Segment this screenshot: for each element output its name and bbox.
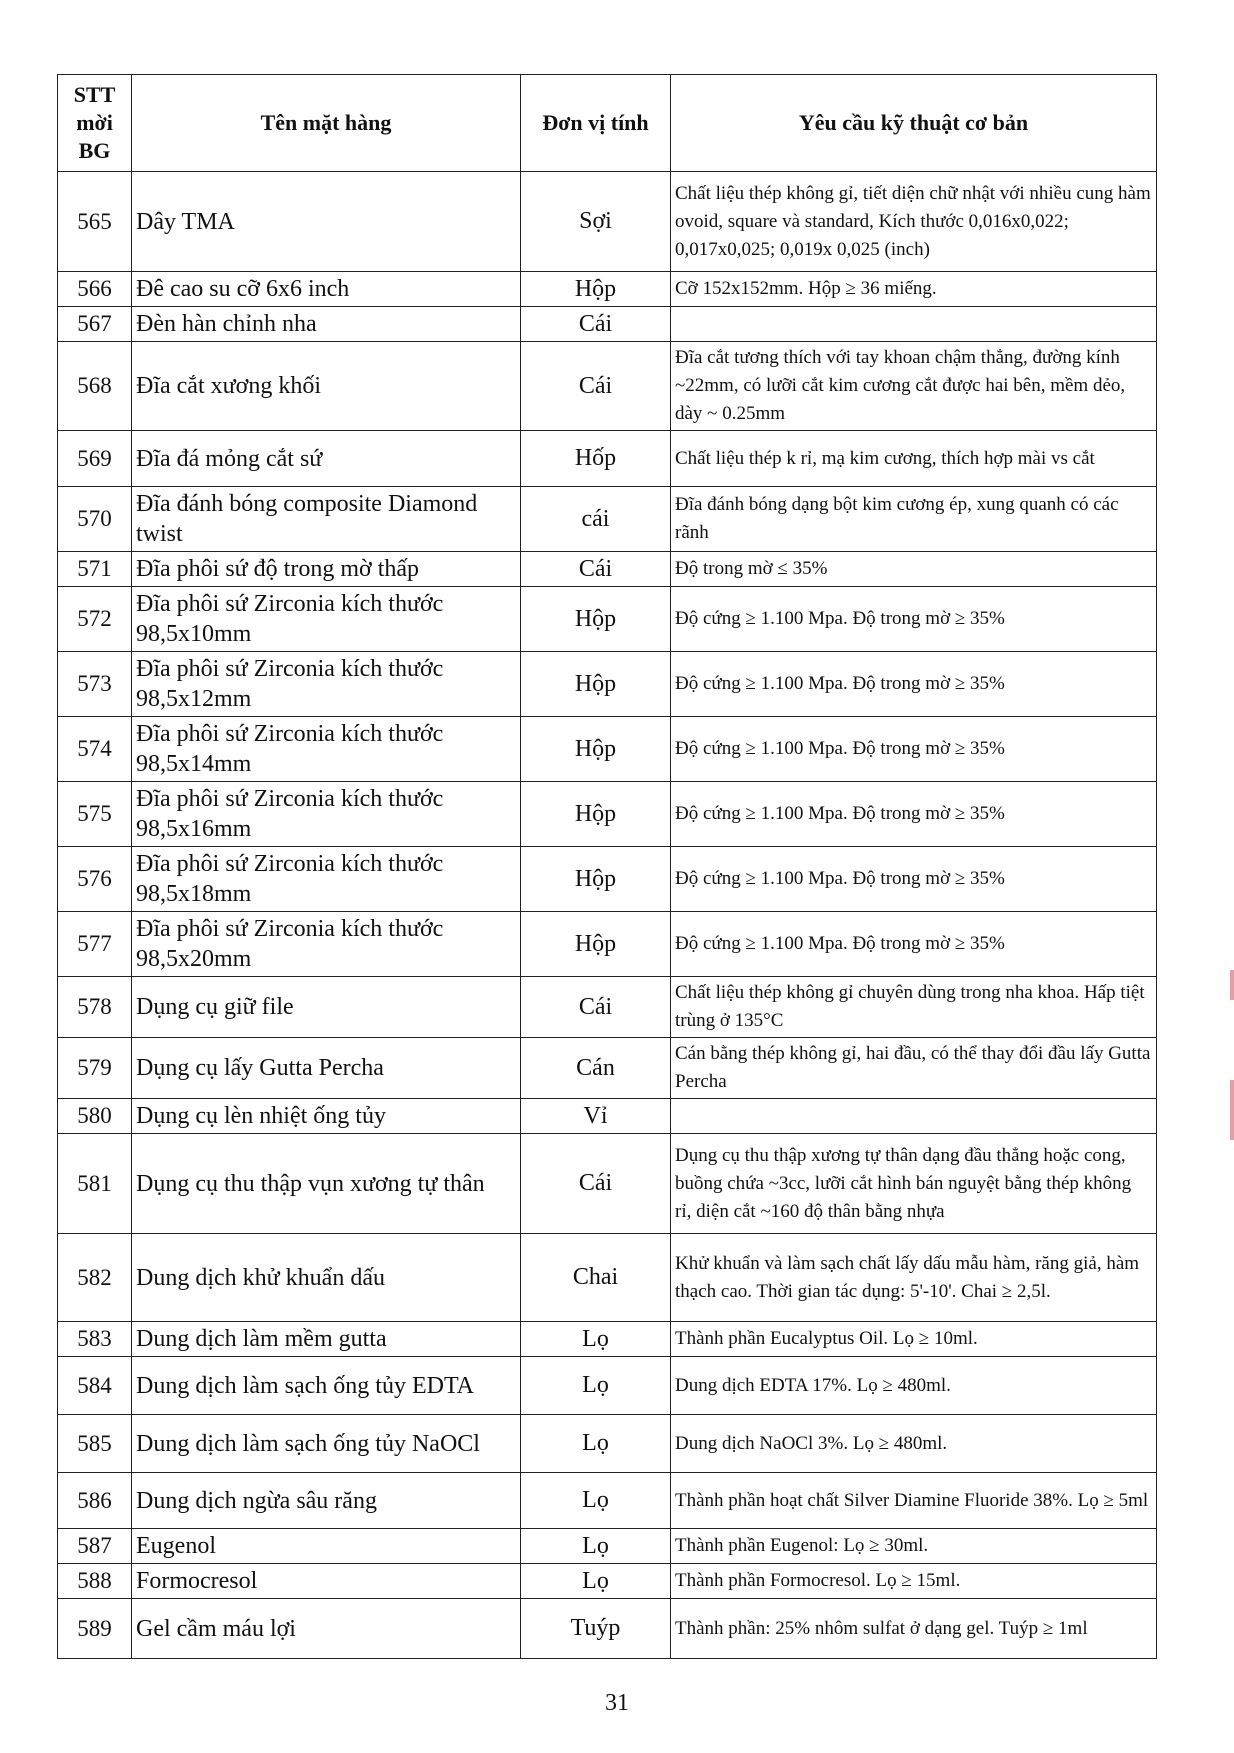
- row-unit: Hốp: [521, 431, 671, 487]
- row-unit: Chai: [521, 1234, 671, 1322]
- row-name: Eugenol: [132, 1529, 521, 1564]
- scan-edge-mark: [1230, 970, 1234, 1000]
- row-name: Dung dịch làm sạch ống tủy EDTA: [132, 1357, 521, 1415]
- row-spec: Thành phần Eugenol: Lọ ≥ 30ml.: [671, 1529, 1157, 1564]
- row-stt: 589: [58, 1599, 132, 1659]
- row-spec: Thành phần Formocresol. Lọ ≥ 15ml.: [671, 1564, 1157, 1599]
- table-row: [58, 272, 1157, 307]
- row-unit: Cái: [521, 552, 671, 587]
- row-spec: [671, 1099, 1157, 1134]
- table-row: [58, 1564, 1157, 1599]
- row-name: Dụng cụ giữ file: [132, 977, 521, 1038]
- row-stt: 578: [58, 977, 132, 1038]
- row-name: Đĩa phôi sứ Zirconia kích thước 98,5x20mm: [132, 912, 521, 977]
- row-stt: 580: [58, 1099, 132, 1134]
- row-stt: 588: [58, 1564, 132, 1599]
- header-name: Tên mặt hàng: [132, 75, 521, 172]
- row-unit: Vỉ: [521, 1099, 671, 1134]
- row-stt: 577: [58, 912, 132, 977]
- row-unit: Cái: [521, 342, 671, 431]
- table-row: [58, 1529, 1157, 1564]
- table-row: [58, 1599, 1157, 1659]
- table-row: [58, 1038, 1157, 1099]
- row-spec: Dung dịch NaOCl 3%. Lọ ≥ 480ml.: [671, 1415, 1157, 1473]
- row-unit: Lọ: [521, 1564, 671, 1599]
- row-spec: Độ cứng ≥ 1.100 Mpa. Độ trong mờ ≥ 35%: [671, 912, 1157, 977]
- row-name: Dung dịch làm sạch ống tủy NaOCl: [132, 1415, 521, 1473]
- row-spec: Chất liệu thép không gỉ chuyên dùng trong nha khoa. Hấp tiệt trùng ở 135°C: [671, 977, 1157, 1038]
- row-name: Formocresol: [132, 1564, 521, 1599]
- table-header-row: [58, 75, 1157, 172]
- row-unit: Lọ: [521, 1322, 671, 1357]
- table-row: [58, 977, 1157, 1038]
- row-stt: 582: [58, 1234, 132, 1322]
- row-stt: 584: [58, 1357, 132, 1415]
- row-spec: Khử khuẩn và làm sạch chất lấy dấu mẫu hàm, răng giả, hàm thạch cao. Thời gian tác dụng: 5'-10'. Chai ≥ 2,5l.: [671, 1234, 1157, 1322]
- row-stt: 583: [58, 1322, 132, 1357]
- row-name: Gel cầm máu lợi: [132, 1599, 521, 1659]
- row-name: Dụng cụ thu thập vụn xương tự thân: [132, 1134, 521, 1234]
- row-name: Đèn hàn chỉnh nha: [132, 307, 521, 342]
- table-row: [58, 172, 1157, 272]
- row-spec: Đĩa cắt tương thích với tay khoan chậm thẳng, đường kính ~22mm, có lưỡi cắt kim cương cắt được hai bên, mềm dẻo, dày ~ 0.25mm: [671, 342, 1157, 431]
- header-spec: Yêu cầu kỹ thuật cơ bản: [671, 75, 1157, 172]
- row-unit: Hộp: [521, 587, 671, 652]
- row-spec: Cỡ 152x152mm. Hộp ≥ 36 miếng.: [671, 272, 1157, 307]
- row-name: Đĩa đá mỏng cắt sứ: [132, 431, 521, 487]
- table-row: [58, 587, 1157, 652]
- row-unit: Tuýp: [521, 1599, 671, 1659]
- scan-edge-mark: [1230, 1080, 1234, 1140]
- row-spec: Thành phần Eucalyptus Oil. Lọ ≥ 10ml.: [671, 1322, 1157, 1357]
- table-row: [58, 1099, 1157, 1134]
- row-stt: 566: [58, 272, 132, 307]
- row-spec: Độ cứng ≥ 1.100 Mpa. Độ trong mờ ≥ 35%: [671, 587, 1157, 652]
- row-stt: 568: [58, 342, 132, 431]
- row-unit: Hộp: [521, 912, 671, 977]
- row-unit: Lọ: [521, 1529, 671, 1564]
- row-unit: Lọ: [521, 1357, 671, 1415]
- row-spec: Đĩa đánh bóng dạng bột kim cương ép, xung quanh có các rãnh: [671, 487, 1157, 552]
- row-unit: Hộp: [521, 272, 671, 307]
- row-unit: Lọ: [521, 1473, 671, 1529]
- row-name: Đê cao su cỡ 6x6 inch: [132, 272, 521, 307]
- row-stt: 567: [58, 307, 132, 342]
- table-row: [58, 1234, 1157, 1322]
- row-name: Dụng cụ lèn nhiệt ống tủy: [132, 1099, 521, 1134]
- table-row: [58, 1322, 1157, 1357]
- row-spec: Chất liệu thép không gỉ, tiết diện chữ nhật với nhiều cung hàm ovoid, square và standard, Kích thước 0,016x0,022; 0,017x0,025; 0,019x 0,025 (inch): [671, 172, 1157, 272]
- row-spec: Cán bằng thép không gỉ, hai đầu, có thể thay đổi đầu lấy Gutta Percha: [671, 1038, 1157, 1099]
- row-spec: Độ cứng ≥ 1.100 Mpa. Độ trong mờ ≥ 35%: [671, 782, 1157, 847]
- row-unit: cái: [521, 487, 671, 552]
- row-stt: 572: [58, 587, 132, 652]
- row-stt: 565: [58, 172, 132, 272]
- row-name: Dung dịch ngừa sâu răng: [132, 1473, 521, 1529]
- header-stt: STT mời BG: [58, 75, 132, 172]
- row-unit: Hộp: [521, 717, 671, 782]
- row-stt: 576: [58, 847, 132, 912]
- row-unit: Sợi: [521, 172, 671, 272]
- row-stt: 574: [58, 717, 132, 782]
- row-name: Đĩa phôi sứ Zirconia kích thước 98,5x14mm: [132, 717, 521, 782]
- table-row: [58, 1473, 1157, 1529]
- row-spec: Dụng cụ thu thập xương tự thân dạng đầu thẳng hoặc cong, buồng chứa ~3cc, lưỡi cắt hình bán nguyệt bằng thép không rỉ, diện cắt ~160 độ thân bằng nhựa: [671, 1134, 1157, 1234]
- row-unit: Cái: [521, 307, 671, 342]
- row-name: Đĩa đánh bóng composite Diamond twist: [132, 487, 521, 552]
- table-row: [58, 717, 1157, 782]
- row-stt: 585: [58, 1415, 132, 1473]
- row-spec: Độ cứng ≥ 1.100 Mpa. Độ trong mờ ≥ 35%: [671, 847, 1157, 912]
- row-stt: 571: [58, 552, 132, 587]
- table-row: [58, 847, 1157, 912]
- row-unit: Cán: [521, 1038, 671, 1099]
- row-spec: Độ cứng ≥ 1.100 Mpa. Độ trong mờ ≥ 35%: [671, 717, 1157, 782]
- table-row: [58, 1357, 1157, 1415]
- row-name: Dụng cụ lấy Gutta Percha: [132, 1038, 521, 1099]
- row-name: Dung dịch khử khuẩn dấu: [132, 1234, 521, 1322]
- row-stt: 587: [58, 1529, 132, 1564]
- header-unit: Đơn vị tính: [521, 75, 671, 172]
- row-spec: Độ trong mờ ≤ 35%: [671, 552, 1157, 587]
- row-spec: Dung dịch EDTA 17%. Lọ ≥ 480ml.: [671, 1357, 1157, 1415]
- row-name: Đĩa phôi sứ độ trong mờ thấp: [132, 552, 521, 587]
- row-spec: Độ cứng ≥ 1.100 Mpa. Độ trong mờ ≥ 35%: [671, 652, 1157, 717]
- row-name: Dây TMA: [132, 172, 521, 272]
- row-unit: Hộp: [521, 782, 671, 847]
- row-stt: 573: [58, 652, 132, 717]
- table-row: [58, 342, 1157, 431]
- table-row: [58, 307, 1157, 342]
- row-stt: 581: [58, 1134, 132, 1234]
- table-row: [58, 1134, 1157, 1234]
- table-row: [58, 652, 1157, 717]
- row-stt: 579: [58, 1038, 132, 1099]
- table-row: [58, 431, 1157, 487]
- row-spec: Thành phần hoạt chất Silver Diamine Fluoride 38%. Lọ ≥ 5ml: [671, 1473, 1157, 1529]
- row-stt: 575: [58, 782, 132, 847]
- row-name: Dung dịch làm mềm gutta: [132, 1322, 521, 1357]
- table-row: [58, 487, 1157, 552]
- row-unit: Hộp: [521, 652, 671, 717]
- row-name: Đĩa phôi sứ Zirconia kích thước 98,5x10mm: [132, 587, 521, 652]
- table-row: [58, 912, 1157, 977]
- table-row: [58, 552, 1157, 587]
- row-name: Đĩa phôi sứ Zirconia kích thước 98,5x18mm: [132, 847, 521, 912]
- row-unit: Hộp: [521, 847, 671, 912]
- row-unit: Cái: [521, 1134, 671, 1234]
- row-unit: Cái: [521, 977, 671, 1038]
- row-spec: Chất liệu thép k rỉ, mạ kim cương, thích hợp mài vs cắt: [671, 431, 1157, 487]
- table-row: [58, 1415, 1157, 1473]
- row-stt: 586: [58, 1473, 132, 1529]
- row-stt: 569: [58, 431, 132, 487]
- row-spec: [671, 307, 1157, 342]
- row-name: Đĩa phôi sứ Zirconia kích thước 98,5x16mm: [132, 782, 521, 847]
- row-unit: Lọ: [521, 1415, 671, 1473]
- row-name: Đĩa phôi sứ Zirconia kích thước 98,5x12mm: [132, 652, 521, 717]
- table-row: [58, 782, 1157, 847]
- product-table: [57, 74, 1157, 1659]
- row-spec: Thành phần: 25% nhôm sulfat ở dạng gel. Tuýp ≥ 1ml: [671, 1599, 1157, 1659]
- row-stt: 570: [58, 487, 132, 552]
- row-name: Đĩa cắt xương khối: [132, 342, 521, 431]
- page-number: 31: [605, 1690, 629, 1716]
